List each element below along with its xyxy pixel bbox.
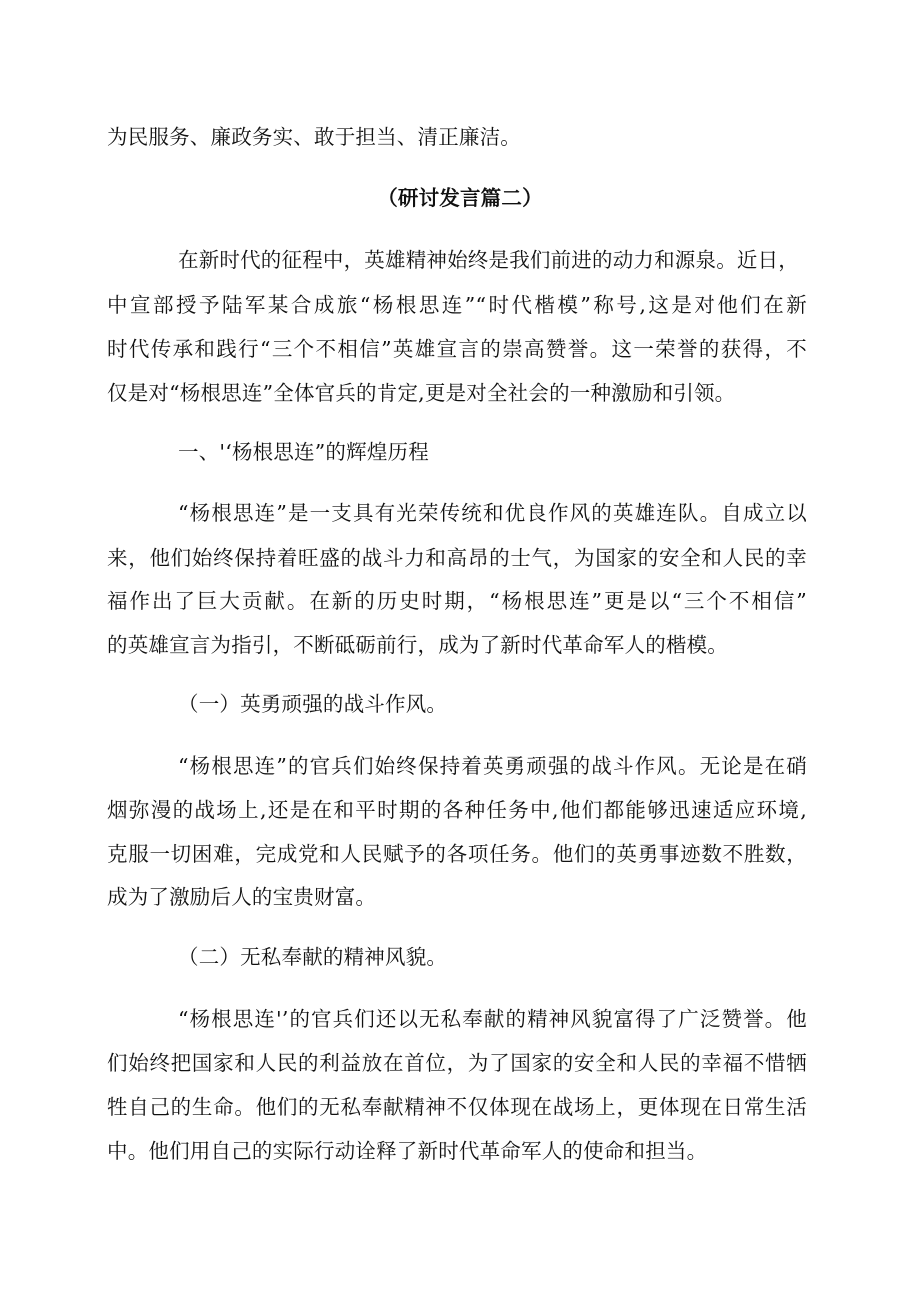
paragraph-4-line-4: 中。他们用自己的实际行动诠释了新时代革命军人的使命和担当。 [107,1139,708,1163]
section-title: （研讨发言篇二） [377,186,543,210]
subheading-1: （一）英勇顽强的战斗作风。 [178,692,448,716]
subheading-2: （二）无私奉献的精神风貌。 [178,945,448,969]
paragraph-2-line-4: 的英雄宣言为指引，不断砥砺前行，成为了新时代革命军人的楷模。 [107,633,728,657]
opening-line: 为民服务、廉政务实、敢于担当、清正廉洁。 [107,125,521,149]
paragraph-4-line-2: 们始终把国家和人民的利益放在首位，为了国家的安全和人民的幸福不惜牺 [107,1051,807,1075]
paragraph-3-line-4: 成为了激励后人的宝贵财富。 [107,885,377,909]
section-heading-1: 一、'‘杨根思连”的辉煌历程 [178,440,429,464]
paragraph-2-line-2: 来，他们始终保持着旺盛的战斗力和高昂的士气，为国家的安全和人民的幸 [107,546,807,570]
paragraph-2-line-1: “杨根思连”是一支具有光荣传统和优良作风的英雄连队。自成立以 [178,501,807,525]
paragraph-1-line-2: 中宣部授予陆军某合成旅“杨根思连”“时代楷模”称号,这是对他们在新 [107,293,807,317]
paragraph-1-line-3: 时代传承和践行“三个不相信”英雄宣言的崇高赞誉。这一荣誉的获得，不 [107,337,807,361]
paragraph-4-line-1: “杨根思连'’的官兵们还以无私奉献的精神风貌富得了广泛赞誉。他 [178,1007,807,1031]
paragraph-1-line-4: 仅是对“杨根思连”全体官兵的肯定,更是对全社会的一种激励和引领。 [107,381,736,405]
paragraph-2-line-3: 福作出了巨大贡献。在新的历史时期，“杨根思连”更是以“三个不相信” [107,589,807,613]
paragraph-3-line-1: “杨根思连”的官兵们始终保持着英勇顽强的战斗作风。无论是在硝 [178,754,807,778]
paragraph-1-line-1: 在新时代的征程中，英雄精神始终是我们前进的动力和源泉。近日， [178,248,799,272]
paragraph-3-line-3: 克服一切困难，完成党和人民赋予的各项任务。他们的英勇事迹数不胜数， [107,842,807,866]
paragraph-4-line-3: 牲自己的生命。他们的无私奉献精神不仅体现在战场上，更体现在日常生活 [107,1095,807,1119]
paragraph-3-line-2: 烟弥漫的战场上,还是在和平时期的各种任务中,他们都能够迅速适应环境, [107,798,807,822]
